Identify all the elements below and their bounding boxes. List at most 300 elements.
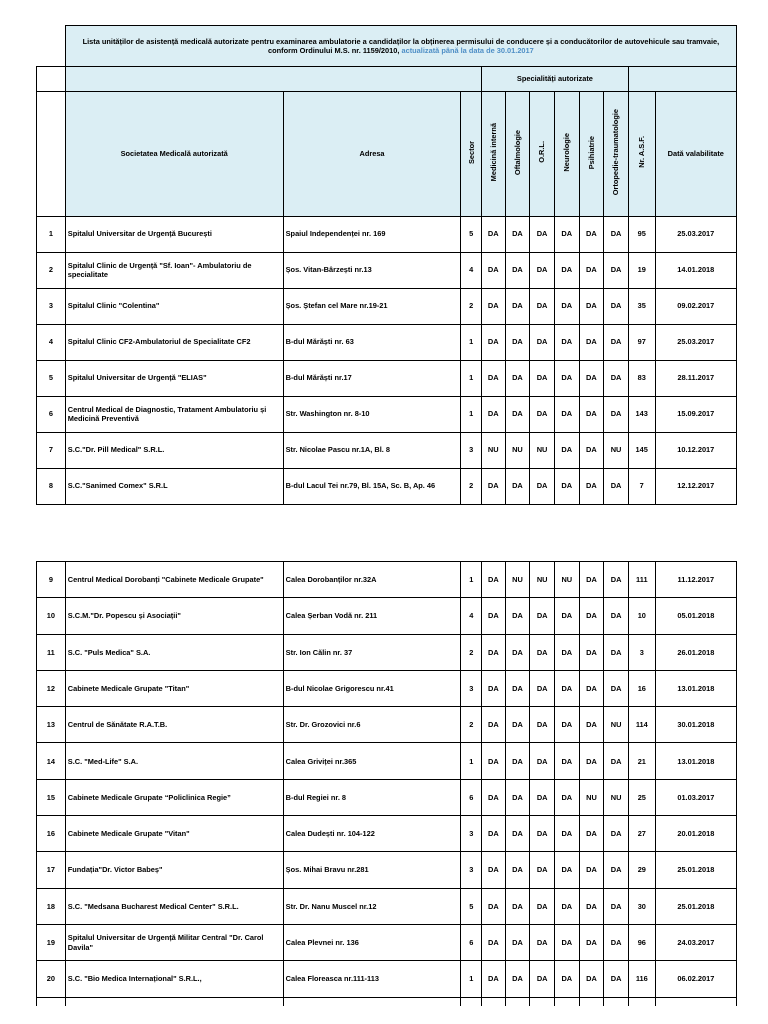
header-ophthalmology-label: Oftalmologie bbox=[512, 129, 522, 175]
company-name: Cabinete Medicale Grupate "Titan" bbox=[65, 670, 283, 706]
ophthalmology-value: DA bbox=[505, 888, 530, 924]
ophthalmology-value: DA bbox=[505, 252, 530, 288]
psychiatry-value: DA bbox=[579, 924, 604, 960]
validity-date: 13.01.2018 bbox=[655, 743, 736, 779]
asf-number: 35 bbox=[628, 288, 655, 324]
table-row bbox=[37, 743, 737, 779]
header-neurology-label: Neurologie bbox=[562, 133, 572, 172]
asf-number: 145 bbox=[628, 432, 655, 468]
table-row bbox=[37, 216, 737, 252]
company-name: S.C."Dr. Pill Medical" S.R.L. bbox=[65, 432, 283, 468]
internal-medicine-value: DA bbox=[482, 562, 506, 598]
psychiatry-value: DA bbox=[579, 396, 604, 432]
validity-date: 12.12.2017 bbox=[655, 468, 736, 504]
company-name: S.C. "Med-Life" S.A. bbox=[65, 743, 283, 779]
orl-value: DA bbox=[530, 396, 555, 432]
sector: 6 bbox=[461, 779, 482, 815]
asf-number: 116 bbox=[628, 961, 655, 997]
orthopedics-value: DA bbox=[604, 598, 629, 634]
title-corner-empty bbox=[37, 26, 66, 67]
cell bbox=[65, 997, 283, 1006]
specialties-group-header: Specialități autorizate bbox=[481, 66, 628, 91]
orl-value: NU bbox=[530, 562, 555, 598]
psychiatry-value: DA bbox=[579, 670, 604, 706]
asf-number: 29 bbox=[628, 852, 655, 888]
orl-value: DA bbox=[530, 468, 555, 504]
cell bbox=[461, 997, 482, 1006]
internal-medicine-value: DA bbox=[481, 396, 505, 432]
address: Str. Dr. Grozovici nr.6 bbox=[283, 707, 461, 743]
row-number: 10 bbox=[37, 598, 66, 634]
asf-number: 111 bbox=[628, 562, 655, 598]
orthopedics-value: NU bbox=[604, 432, 629, 468]
psychiatry-value: DA bbox=[579, 216, 604, 252]
neurology-value: DA bbox=[554, 743, 579, 779]
psychiatry-value: DA bbox=[579, 816, 604, 852]
psychiatry-value: DA bbox=[579, 360, 604, 396]
header-orthopedics-label: Ortopedie-traumatologie bbox=[611, 109, 621, 196]
orthopedics-value: DA bbox=[604, 252, 629, 288]
header-sector-label: Sector bbox=[466, 140, 476, 164]
table-row-partial bbox=[37, 997, 737, 1006]
company-name: S.C. "Medsana Bucharest Medical Center" S.R.L. bbox=[65, 888, 283, 924]
orl-value: DA bbox=[530, 216, 555, 252]
sector: 1 bbox=[461, 396, 482, 432]
row-number: 16 bbox=[37, 816, 66, 852]
ophthalmology-value: DA bbox=[505, 288, 530, 324]
sector: 5 bbox=[461, 888, 482, 924]
table-row bbox=[37, 598, 737, 634]
header-orl-label: O.R.L. bbox=[537, 141, 547, 164]
table-row bbox=[37, 670, 737, 706]
asf-number: 21 bbox=[628, 743, 655, 779]
orthopedics-value: DA bbox=[604, 924, 629, 960]
neurology-value: DA bbox=[554, 598, 579, 634]
ophthalmology-value: NU bbox=[505, 432, 530, 468]
header-company: Societatea Medicală autorizată bbox=[65, 91, 283, 216]
internal-medicine-value: NU bbox=[481, 432, 505, 468]
table-row bbox=[37, 634, 737, 670]
row-number: 11 bbox=[37, 634, 66, 670]
sector: 1 bbox=[461, 324, 482, 360]
row-number: 13 bbox=[37, 707, 66, 743]
neurology-value: DA bbox=[554, 779, 579, 815]
row-number: 1 bbox=[37, 216, 66, 252]
psychiatry-value: DA bbox=[579, 743, 604, 779]
sector: 1 bbox=[461, 743, 482, 779]
orl-value: DA bbox=[530, 743, 555, 779]
cell bbox=[482, 997, 506, 1006]
company-name: Spitalul Clinic CF2-Ambulatoriul de Specialitate CF2 bbox=[65, 324, 283, 360]
header-sector bbox=[461, 91, 482, 216]
internal-medicine-value: DA bbox=[482, 779, 506, 815]
validity-date: 30.01.2018 bbox=[655, 707, 736, 743]
asf-number: 83 bbox=[628, 360, 655, 396]
table-row bbox=[37, 468, 737, 504]
orthopedics-value: NU bbox=[604, 779, 629, 815]
neurology-value: DA bbox=[554, 852, 579, 888]
row-number: 18 bbox=[37, 888, 66, 924]
orthopedics-value: DA bbox=[604, 324, 629, 360]
authorized-units-table-continued bbox=[36, 561, 737, 1006]
neurology-value: DA bbox=[554, 816, 579, 852]
ophthalmology-value: DA bbox=[505, 852, 530, 888]
header-blank-band bbox=[65, 66, 481, 91]
header-blank-band-right bbox=[628, 66, 736, 91]
company-name: Spitalul Universitar de Urgență "ELIAS" bbox=[65, 360, 283, 396]
company-name: Spitalul Universitar de Urgență Militar Central "Dr. Carol Davila" bbox=[65, 924, 283, 960]
table-row bbox=[37, 779, 737, 815]
orl-value: DA bbox=[530, 816, 555, 852]
ophthalmology-value: DA bbox=[505, 396, 530, 432]
company-name: Spitalul Universitar de Urgență București bbox=[65, 216, 283, 252]
title-text: Lista unităților de asistență medicală autorizate pentru examinarea ambulatorie a candidaților la obținerea permisului de conducere și a conducătorilor de autovehicule sau tramvaie, conform Ordinului M.S. nr. 1159/2010, bbox=[82, 36, 720, 55]
orl-value: DA bbox=[530, 634, 555, 670]
company-name: Fundația"Dr. Victor Babeș" bbox=[65, 852, 283, 888]
header-orl bbox=[530, 91, 555, 216]
table-row bbox=[37, 924, 737, 960]
sector: 1 bbox=[461, 360, 482, 396]
cell bbox=[505, 997, 530, 1006]
orthopedics-value: DA bbox=[604, 562, 629, 598]
validity-date: 28.11.2017 bbox=[655, 360, 736, 396]
company-name: S.C. "Puls Medica" S.A. bbox=[65, 634, 283, 670]
address: Calea Dudești nr. 104-122 bbox=[283, 816, 461, 852]
sector: 3 bbox=[461, 670, 482, 706]
address: Spaiul Independenței nr. 169 bbox=[283, 216, 461, 252]
internal-medicine-value: DA bbox=[481, 468, 505, 504]
psychiatry-value: DA bbox=[579, 252, 604, 288]
row-number: 15 bbox=[37, 779, 66, 815]
validity-date: 26.01.2018 bbox=[655, 634, 736, 670]
table-row bbox=[37, 252, 737, 288]
company-name: Cabinete Medicale Grupate "Vitan" bbox=[65, 816, 283, 852]
row-number: 5 bbox=[37, 360, 66, 396]
validity-date: 13.01.2018 bbox=[655, 670, 736, 706]
asf-number: 30 bbox=[628, 888, 655, 924]
address: Calea Șerban Vodă nr. 211 bbox=[283, 598, 461, 634]
table-row bbox=[37, 396, 737, 432]
psychiatry-value: DA bbox=[579, 288, 604, 324]
table-row bbox=[37, 707, 737, 743]
validity-date: 09.02.2017 bbox=[655, 288, 736, 324]
authorized-units-table bbox=[36, 25, 737, 505]
header-corner-cell bbox=[37, 66, 66, 91]
address: Șos. Ștefan cel Mare nr.19-21 bbox=[283, 288, 461, 324]
address: Calea Floreasca nr.111-113 bbox=[283, 961, 461, 997]
orl-value: DA bbox=[530, 670, 555, 706]
ophthalmology-value: DA bbox=[505, 743, 530, 779]
address: Calea Dorobanților nr.32A bbox=[283, 562, 461, 598]
header-psychiatry-label: Psihiatrie bbox=[586, 135, 596, 170]
header-validity-date: Dată valabilitate bbox=[655, 91, 736, 216]
validity-date: 15.09.2017 bbox=[655, 396, 736, 432]
ophthalmology-value: DA bbox=[505, 598, 530, 634]
orl-value: DA bbox=[530, 360, 555, 396]
psychiatry-value: DA bbox=[579, 468, 604, 504]
asf-number: 97 bbox=[628, 324, 655, 360]
table-row bbox=[37, 888, 737, 924]
orl-value: DA bbox=[530, 852, 555, 888]
internal-medicine-value: DA bbox=[482, 707, 506, 743]
asf-number: 16 bbox=[628, 670, 655, 706]
neurology-value: DA bbox=[554, 324, 579, 360]
internal-medicine-value: DA bbox=[481, 360, 505, 396]
validity-date: 24.03.2017 bbox=[655, 924, 736, 960]
header-psychiatry bbox=[579, 91, 604, 216]
ophthalmology-value: DA bbox=[505, 816, 530, 852]
validity-date: 10.12.2017 bbox=[655, 432, 736, 468]
neurology-value: NU bbox=[554, 562, 579, 598]
internal-medicine-value: DA bbox=[482, 598, 506, 634]
cell bbox=[579, 997, 604, 1006]
sector: 3 bbox=[461, 816, 482, 852]
validity-date: 20.01.2018 bbox=[655, 816, 736, 852]
internal-medicine-value: DA bbox=[481, 216, 505, 252]
row-number: 12 bbox=[37, 670, 66, 706]
psychiatry-value: DA bbox=[579, 324, 604, 360]
psychiatry-value: DA bbox=[579, 961, 604, 997]
header-orthopedics bbox=[604, 91, 629, 216]
validity-date: 06.02.2017 bbox=[655, 961, 736, 997]
cell bbox=[628, 997, 655, 1006]
psychiatry-value: DA bbox=[579, 598, 604, 634]
asf-number: 95 bbox=[628, 216, 655, 252]
header-internal-medicine-label: Medicină internă bbox=[488, 123, 498, 182]
header-asf-number bbox=[628, 91, 655, 216]
row-number: 9 bbox=[37, 562, 66, 598]
internal-medicine-value: DA bbox=[482, 634, 506, 670]
row-number: 14 bbox=[37, 743, 66, 779]
psychiatry-value: DA bbox=[579, 634, 604, 670]
asf-number: 7 bbox=[628, 468, 655, 504]
psychiatry-value: DA bbox=[579, 432, 604, 468]
ophthalmology-value: DA bbox=[505, 324, 530, 360]
address: Șos. Mihai Bravu nr.281 bbox=[283, 852, 461, 888]
neurology-value: DA bbox=[554, 888, 579, 924]
orthopedics-value: DA bbox=[604, 961, 629, 997]
address: Calea Plevnei nr. 136 bbox=[283, 924, 461, 960]
sector: 6 bbox=[461, 924, 482, 960]
ophthalmology-value: DA bbox=[505, 779, 530, 815]
validity-date: 05.01.2018 bbox=[655, 598, 736, 634]
validity-date: 11.12.2017 bbox=[655, 562, 736, 598]
neurology-value: DA bbox=[554, 252, 579, 288]
asf-number: 19 bbox=[628, 252, 655, 288]
asf-number: 96 bbox=[628, 924, 655, 960]
psychiatry-value: DA bbox=[579, 888, 604, 924]
neurology-value: DA bbox=[554, 288, 579, 324]
validity-date: 25.01.2018 bbox=[655, 888, 736, 924]
orthopedics-value: DA bbox=[604, 888, 629, 924]
neurology-value: DA bbox=[554, 396, 579, 432]
orl-value: DA bbox=[530, 288, 555, 324]
table-row bbox=[37, 324, 737, 360]
address: B-dul Mărăști nr.17 bbox=[283, 360, 461, 396]
internal-medicine-value: DA bbox=[481, 252, 505, 288]
header-neurology bbox=[554, 91, 579, 216]
table-row bbox=[37, 288, 737, 324]
validity-date: 25.03.2017 bbox=[655, 216, 736, 252]
sector: 5 bbox=[461, 216, 482, 252]
asf-number: 27 bbox=[628, 816, 655, 852]
orthopedics-value: DA bbox=[604, 396, 629, 432]
ophthalmology-value: DA bbox=[505, 924, 530, 960]
neurology-value: DA bbox=[554, 216, 579, 252]
orl-value: DA bbox=[530, 779, 555, 815]
asf-number: 114 bbox=[628, 707, 655, 743]
psychiatry-value: DA bbox=[579, 852, 604, 888]
sector: 2 bbox=[461, 288, 482, 324]
company-name: S.C."Sanimed Comex" S.R.L bbox=[65, 468, 283, 504]
header-internal-medicine bbox=[481, 91, 505, 216]
orl-value: NU bbox=[530, 432, 555, 468]
orl-value: DA bbox=[530, 598, 555, 634]
company-name: Cabinete Medicale Grupate “Policlinica Regie” bbox=[65, 779, 283, 815]
title-update-note: actualizată până la data de 30.01.2017 bbox=[399, 45, 534, 55]
row-number: 19 bbox=[37, 924, 66, 960]
orthopedics-value: DA bbox=[604, 216, 629, 252]
company-name: Spitalul Clinic "Colentina" bbox=[65, 288, 283, 324]
internal-medicine-value: DA bbox=[482, 743, 506, 779]
orl-value: DA bbox=[530, 324, 555, 360]
table-body-page2 bbox=[37, 562, 737, 998]
internal-medicine-value: DA bbox=[482, 961, 506, 997]
company-name: S.C. "Bio Medica Internațional" S.R.L., bbox=[65, 961, 283, 997]
validity-date: 14.01.2018 bbox=[655, 252, 736, 288]
psychiatry-value: DA bbox=[579, 707, 604, 743]
header-address: Adresa bbox=[283, 91, 461, 216]
ophthalmology-value: DA bbox=[505, 216, 530, 252]
header-asf-number-label: Nr. A.S.F. bbox=[637, 136, 647, 169]
orthopedics-value: DA bbox=[604, 852, 629, 888]
sector: 4 bbox=[461, 598, 482, 634]
cell bbox=[604, 997, 629, 1006]
orl-value: DA bbox=[530, 707, 555, 743]
psychiatry-value: NU bbox=[579, 779, 604, 815]
sector: 4 bbox=[461, 252, 482, 288]
address: B-dul Nicolae Grigorescu nr.41 bbox=[283, 670, 461, 706]
address: Șos. Vitan-Bârzești nr.13 bbox=[283, 252, 461, 288]
neurology-value: DA bbox=[554, 468, 579, 504]
address: Str. Dr. Nanu Muscel nr.12 bbox=[283, 888, 461, 924]
table-row bbox=[37, 816, 737, 852]
neurology-value: DA bbox=[554, 360, 579, 396]
table-row bbox=[37, 961, 737, 997]
company-name: S.C.M."Dr. Popescu și Asociații" bbox=[65, 598, 283, 634]
internal-medicine-value: DA bbox=[482, 670, 506, 706]
company-name: Spitalul Clinic de Urgență "Sf. Ioan"- Ambulatoriu de specialitate bbox=[65, 252, 283, 288]
row-number: 17 bbox=[37, 852, 66, 888]
internal-medicine-value: DA bbox=[481, 288, 505, 324]
neurology-value: DA bbox=[554, 432, 579, 468]
row-number: 20 bbox=[37, 961, 66, 997]
table-row bbox=[37, 562, 737, 598]
neurology-value: DA bbox=[554, 670, 579, 706]
cell bbox=[554, 997, 579, 1006]
row-number: 8 bbox=[37, 468, 66, 504]
neurology-value: DA bbox=[554, 707, 579, 743]
cell bbox=[37, 997, 66, 1006]
cell bbox=[530, 997, 555, 1006]
ophthalmology-value: NU bbox=[505, 562, 530, 598]
cell bbox=[655, 997, 736, 1006]
orl-value: DA bbox=[530, 961, 555, 997]
address: Str. Ion Călin nr. 37 bbox=[283, 634, 461, 670]
row-number: 4 bbox=[37, 324, 66, 360]
address: Calea Griviței nr.365 bbox=[283, 743, 461, 779]
sector: 1 bbox=[461, 562, 482, 598]
internal-medicine-value: DA bbox=[482, 852, 506, 888]
company-name: Centrul de Sănătate R.A.T.B. bbox=[65, 707, 283, 743]
ophthalmology-value: DA bbox=[505, 634, 530, 670]
orthopedics-value: DA bbox=[604, 360, 629, 396]
sector: 2 bbox=[461, 468, 482, 504]
document-title bbox=[65, 26, 736, 67]
sector: 3 bbox=[461, 432, 482, 468]
orthopedics-value: DA bbox=[604, 468, 629, 504]
address: B-dul Mărăști nr. 63 bbox=[283, 324, 461, 360]
sector: 1 bbox=[461, 961, 482, 997]
validity-date: 25.03.2017 bbox=[655, 324, 736, 360]
company-name: Centrul Medical de Diagnostic, Tratament Ambulatoriu și Medicină Preventivă bbox=[65, 396, 283, 432]
orthopedics-value: NU bbox=[604, 707, 629, 743]
header-nr-cell bbox=[37, 91, 66, 216]
orl-value: DA bbox=[530, 252, 555, 288]
company-name: Centrul Medical Dorobanți "Cabinete Medicale Grupate" bbox=[65, 562, 283, 598]
neurology-value: DA bbox=[554, 924, 579, 960]
sector: 2 bbox=[461, 707, 482, 743]
orl-value: DA bbox=[530, 888, 555, 924]
row-number: 7 bbox=[37, 432, 66, 468]
table-row bbox=[37, 360, 737, 396]
orthopedics-value: DA bbox=[604, 288, 629, 324]
ophthalmology-value: DA bbox=[505, 707, 530, 743]
address: Str. Washington nr. 8-10 bbox=[283, 396, 461, 432]
sector: 3 bbox=[461, 852, 482, 888]
asf-number: 143 bbox=[628, 396, 655, 432]
ophthalmology-value: DA bbox=[505, 961, 530, 997]
row-number: 2 bbox=[37, 252, 66, 288]
psychiatry-value: DA bbox=[579, 562, 604, 598]
internal-medicine-value: DA bbox=[482, 888, 506, 924]
header-ophthalmology bbox=[505, 91, 530, 216]
sector: 2 bbox=[461, 634, 482, 670]
orthopedics-value: DA bbox=[604, 670, 629, 706]
validity-date: 25.01.2018 bbox=[655, 852, 736, 888]
cell bbox=[283, 997, 461, 1006]
ophthalmology-value: DA bbox=[505, 670, 530, 706]
table-body-page1 bbox=[37, 216, 737, 504]
address: B-dul Lacul Tei nr.79, Bl. 15A, Sc. B, Ap. 46 bbox=[283, 468, 461, 504]
table-row bbox=[37, 852, 737, 888]
neurology-value: DA bbox=[554, 961, 579, 997]
row-number: 6 bbox=[37, 396, 66, 432]
internal-medicine-value: DA bbox=[482, 816, 506, 852]
ophthalmology-value: DA bbox=[505, 468, 530, 504]
asf-number: 25 bbox=[628, 779, 655, 815]
internal-medicine-value: DA bbox=[482, 924, 506, 960]
asf-number: 3 bbox=[628, 634, 655, 670]
internal-medicine-value: DA bbox=[481, 324, 505, 360]
address: B-dul Regiei nr. 8 bbox=[283, 779, 461, 815]
row-number: 3 bbox=[37, 288, 66, 324]
orl-value: DA bbox=[530, 924, 555, 960]
neurology-value: DA bbox=[554, 634, 579, 670]
orthopedics-value: DA bbox=[604, 743, 629, 779]
address: Str. Nicolae Pascu nr.1A, Bl. 8 bbox=[283, 432, 461, 468]
table-row bbox=[37, 432, 737, 468]
